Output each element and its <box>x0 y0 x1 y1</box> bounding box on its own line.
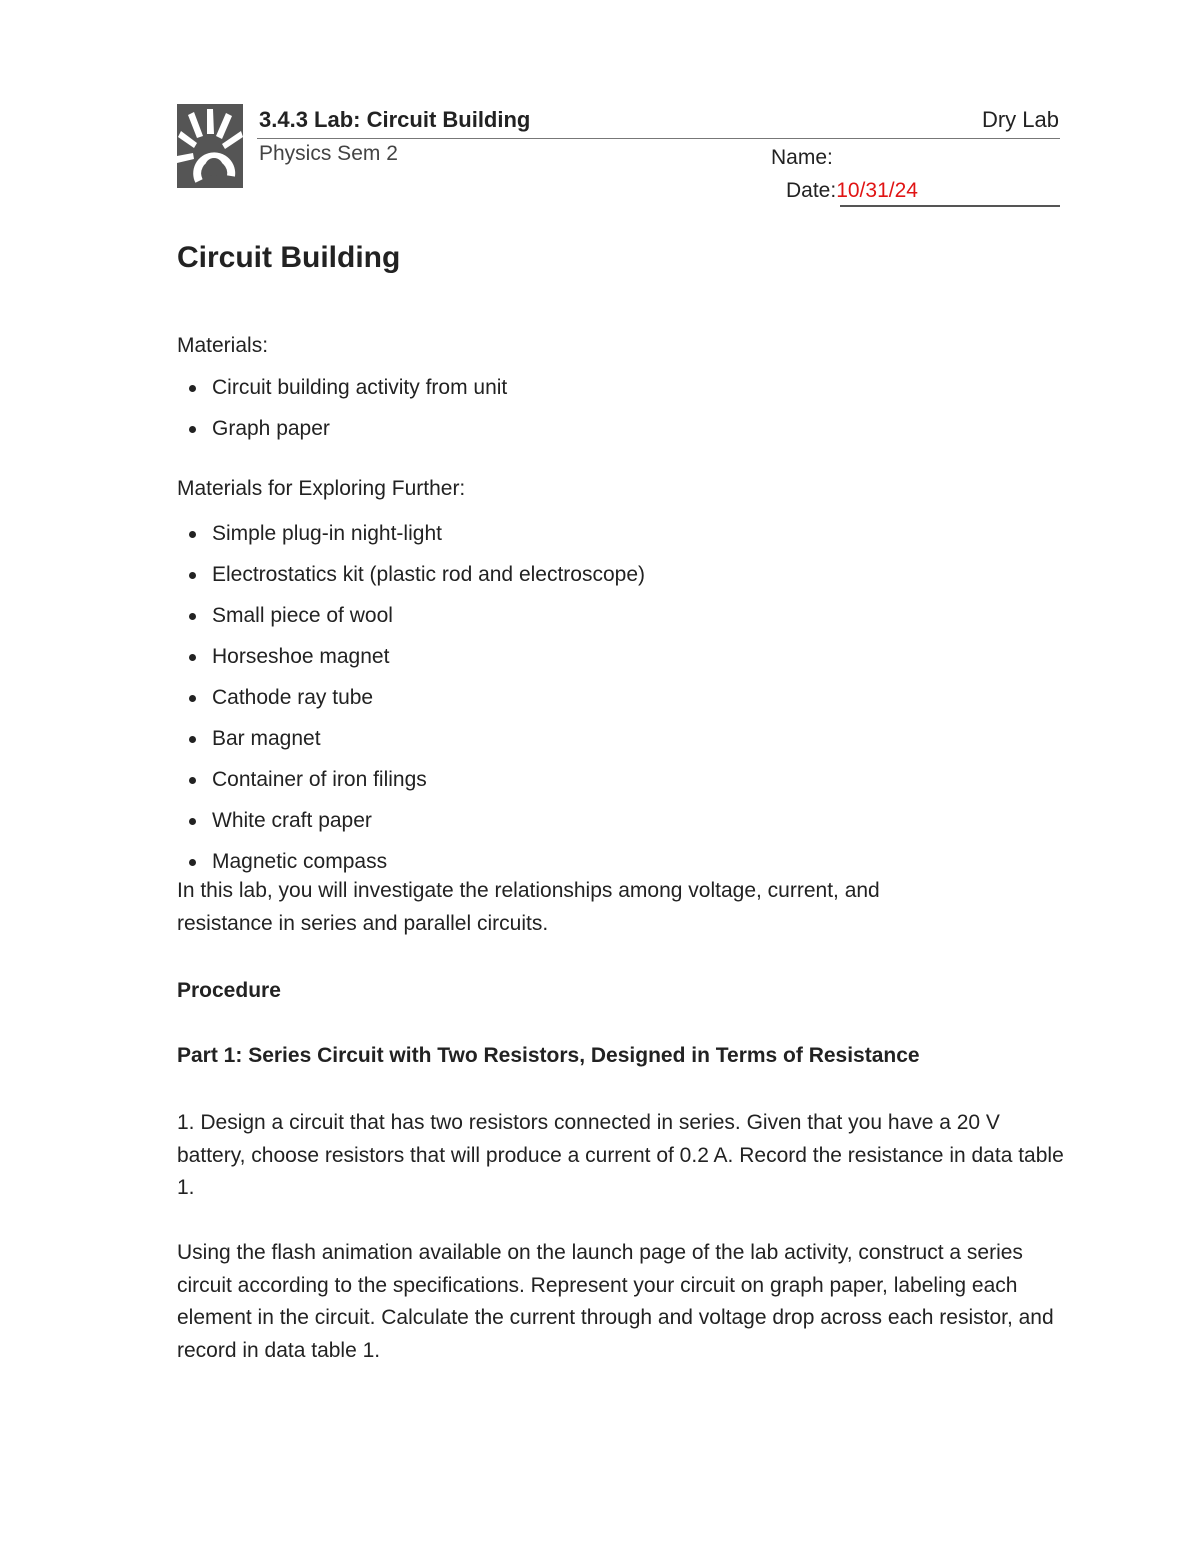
part1-heading: Part 1: Series Circuit with Two Resistors, Designed in Terms of Resistance <box>177 1044 920 1067</box>
course-name: Physics Sem 2 <box>259 142 398 165</box>
list-item: Small piece of wool <box>177 603 645 644</box>
step1-followup-paragraph: Using the flash animation available on the launch page of the lab activity, construct a series circuit according to the specifications. Represent your circuit on graph paper, labeling each element in the circuit. Calculate the current through and voltage drop across each resistor, and record in data table 1. <box>177 1241 1054 1362</box>
list-item: Bar magnet <box>177 726 645 767</box>
document-title: Circuit Building <box>177 241 401 274</box>
lab-type: Dry Lab <box>981 107 1059 132</box>
date-value: 10/31/24 <box>836 179 918 202</box>
list-item: Horseshoe magnet <box>177 644 645 685</box>
intro-paragraph: In this lab, you will investigate the relationships among voltage, current, and resistance in series and parallel circuits. <box>177 879 880 935</box>
date-underline <box>840 205 1060 207</box>
list-item: Cathode ray tube <box>177 685 645 726</box>
further-materials-label: Materials for Exploring Further: <box>177 477 466 500</box>
step1-paragraph: 1. Design a circuit that has two resistors connected in series. Given that you have a 20 V battery, choose resistors that will produce a current of 0.2 A. Record the resistance in data table 1. <box>177 1111 1064 1199</box>
list-item: Electrostatics kit (plastic rod and electroscope) <box>177 562 645 603</box>
lab-title: 3.4.3 Lab: Circuit Building <box>259 107 531 132</box>
date-field <box>786 179 918 203</box>
list-item: Container of iron filings <box>177 767 645 808</box>
sunburst-logo-icon <box>177 104 243 188</box>
list-item: White craft paper <box>177 808 645 849</box>
date-label: Date: <box>786 179 837 202</box>
materials-label: Materials: <box>177 334 269 357</box>
list-item: Magnetic compass <box>177 849 645 890</box>
materials-list <box>177 375 507 457</box>
list-item: Simple plug-in night-light <box>177 521 645 562</box>
list-item: Circuit building activity from unit <box>177 375 507 416</box>
name-label: Name: <box>771 146 833 169</box>
header-divider <box>257 138 1060 139</box>
list-item: Graph paper <box>177 416 507 457</box>
procedure-heading: Procedure <box>177 979 281 1002</box>
further-materials-list <box>177 521 645 890</box>
